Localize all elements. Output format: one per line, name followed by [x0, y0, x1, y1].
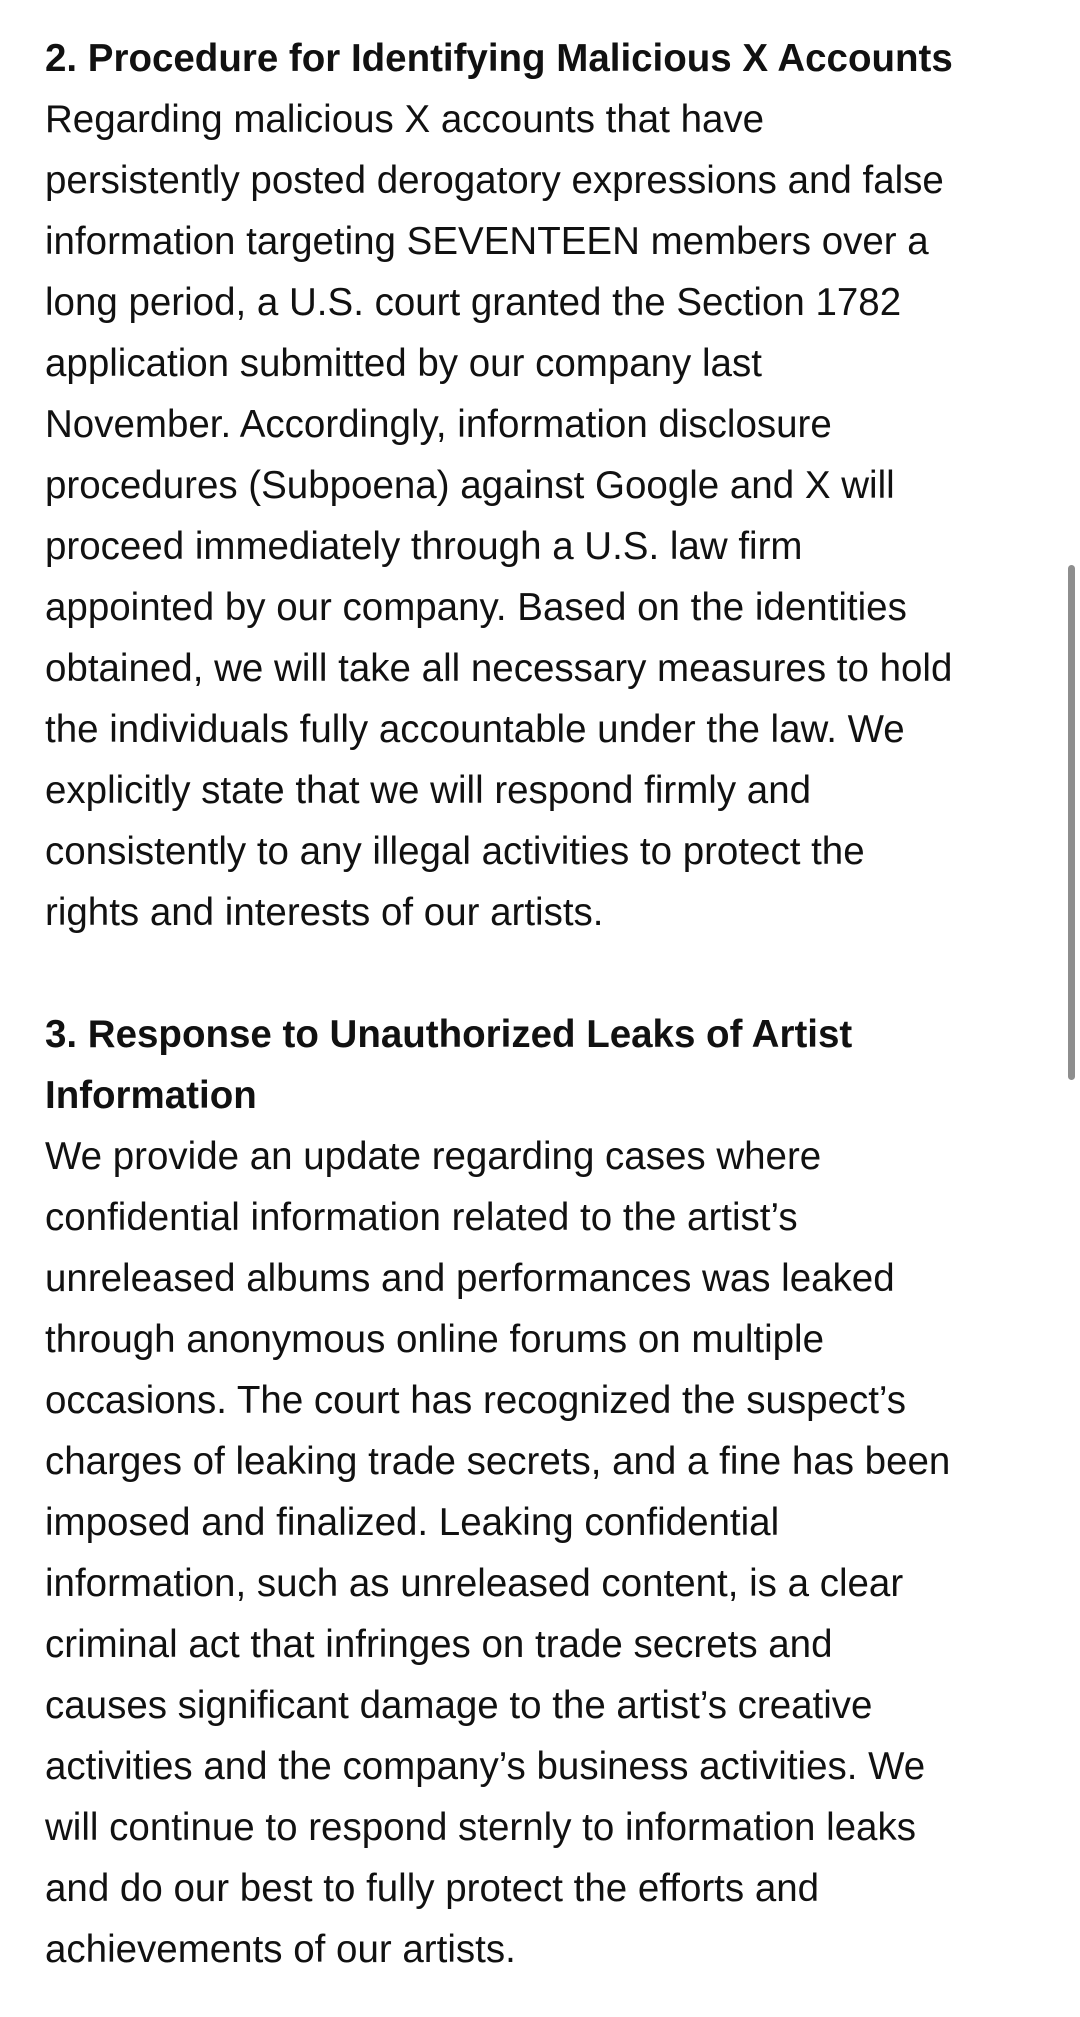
section-2-title: 2. Procedure for Identifying Malicious X Accounts [45, 37, 953, 80]
section-2-body: Regarding malicious X accounts that have persistently posted derogatory expressions and false information targeting SEVENTEEN members over a long period, a U.S. court granted the Section 1782 application submitted by our company last November. Accordingly, information disclosure procedures (Subpoena) against Google and X will proceed immediately through a U.S. law firm appointed by our company. Based on the identities obtained, we will take all necessary measures to hold the individuals fully accountable under the law. We explicitly state that we will respond firmly and consistently to any illegal activities to protect the rights and interests of our artists. [45, 98, 953, 934]
section-3-body: We provide an update regarding cases where confidential information related to the artist’s unreleased albums and performances was leaked through anonymous online forums on multiple occasions. The court has recognized the suspect’s charges of leaking trade secrets, and a fine has been imposed and finalized. Leaking confidential information, such as unreleased content, is a clear criminal act that infringes on trade secrets and causes significant damage to the artist’s creative activities and the company’s business activities. We will continue to respond sternly to information leaks and do our best to fully protect the efforts and achievements of our artists. [45, 1135, 951, 1971]
scrollbar[interactable] [1060, 0, 1080, 2017]
document-content [45, 28, 1045, 1980]
section-3-title: 3. Response to Unauthorized Leaks of Artist Information [45, 1013, 853, 1117]
scrollbar-thumb[interactable] [1068, 565, 1075, 1080]
section-divider [45, 943, 1045, 1004]
